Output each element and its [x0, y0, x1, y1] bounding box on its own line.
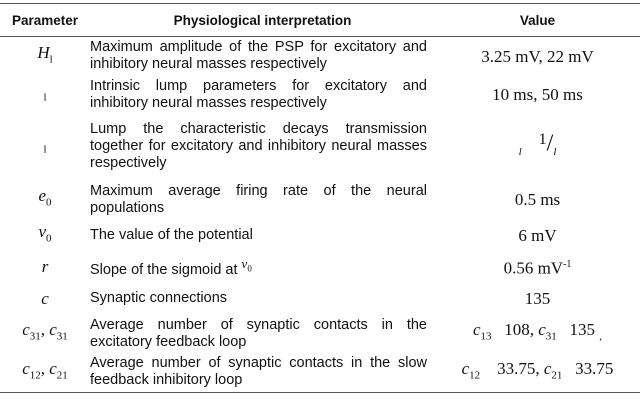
- table-row: [0, 315, 640, 353]
- desc: Average number of synaptic contacts in the slow feedback inhibitory loop: [90, 353, 435, 393]
- v2-sub: 31: [545, 330, 557, 343]
- value: 135: [524, 289, 551, 308]
- v1: c: [472, 320, 481, 340]
- param: [0, 76, 90, 114]
- param-sub: 0: [46, 232, 52, 245]
- param-symbol: e: [38, 186, 47, 206]
- param-symbol: v: [38, 221, 47, 241]
- value-denominator: l: [553, 146, 557, 159]
- desc: Maximum amplitude of the PSP for excitatory and inhibitory neural masses respectively: [90, 39, 427, 73]
- v1-val: 33.75,: [497, 359, 540, 379]
- table-row: [0, 180, 640, 220]
- param: $c_{12}$, $c_{21}$: [0, 353, 90, 393]
- value: 0.5 ms: [514, 190, 561, 209]
- table-row: [0, 251, 640, 283]
- table-row: [0, 114, 640, 180]
- table-row: [0, 37, 640, 76]
- param-b: c: [49, 320, 57, 340]
- value-sup: -1: [563, 259, 572, 271]
- param-b-sub: 21: [56, 369, 68, 382]
- param: [0, 37, 90, 76]
- v2-val: 135: [569, 320, 596, 340]
- param-symbol: H: [37, 43, 50, 63]
- v2-sub: 21: [551, 369, 563, 382]
- param: [0, 180, 90, 220]
- header-row: [0, 4, 640, 37]
- desc: The value of the potential: [90, 226, 253, 243]
- value-symbol: l: [518, 146, 522, 159]
- v2: c: [538, 320, 546, 340]
- value: $c_{13}$ 108, $c_{31}$ 135 $_,$: [472, 320, 603, 343]
- table-row: [0, 283, 640, 315]
- table-row: [0, 76, 640, 114]
- header-parameter: Parameter: [0, 4, 90, 37]
- param-symbol: l: [43, 91, 47, 104]
- desc: Synaptic connections: [90, 290, 228, 306]
- value-text: 0.56 mV: [503, 258, 564, 278]
- param: $c_{31}$, $c_{31}$: [22, 320, 68, 343]
- v1-sub: 12: [469, 369, 481, 382]
- v1: c: [461, 359, 470, 379]
- param-a: c: [22, 359, 30, 379]
- param-a-sub: 12: [29, 369, 41, 382]
- table-row: [0, 353, 640, 393]
- param-symbol: l: [43, 143, 47, 156]
- desc-text: Slope of the sigmoid at: [90, 261, 238, 278]
- v1-val: 108,: [504, 320, 534, 340]
- desc: Maximum average firing rate of the neural populations: [90, 182, 427, 216]
- param-b: c: [49, 359, 57, 379]
- header-value: Value: [435, 4, 640, 37]
- desc: Intrinsic lump parameters for excitatory and inhibitory neural masses respectively: [90, 77, 427, 111]
- desc: Lump the characteristic decays transmission together for excitatory and inhibitory neural masses respectively: [90, 121, 427, 171]
- value: 6 mV: [518, 225, 557, 245]
- value: 10 ms, 50 ms: [492, 85, 583, 104]
- v2-val: 33.75: [575, 359, 614, 379]
- param: c: [41, 289, 49, 308]
- param: r: [41, 257, 49, 276]
- desc: Average number of synaptic contacts in the excitatory feedback loop: [90, 316, 427, 350]
- table-row: [0, 220, 640, 251]
- value-numerator: 1: [538, 131, 547, 149]
- param-b-sub: 31: [56, 330, 68, 343]
- v1-sub: 13: [480, 330, 492, 343]
- param: [0, 114, 90, 180]
- param-a: c: [22, 320, 30, 340]
- param: [0, 220, 90, 251]
- desc: [90, 251, 435, 283]
- desc-var-sub: 0: [247, 263, 252, 274]
- header-interpretation: Physiological interpretation: [90, 4, 435, 37]
- param-sub: 0: [46, 196, 52, 209]
- value: [435, 353, 640, 393]
- parameter-table: [0, 3, 640, 393]
- param-a-sub: 31: [29, 330, 41, 343]
- v2: c: [543, 359, 552, 379]
- value: $_l$ $^1/_l$: [518, 131, 557, 159]
- desc-var: v: [241, 255, 248, 271]
- value: [435, 251, 640, 283]
- value: 3.25 mV, 22 mV: [481, 46, 594, 66]
- param-sub: l: [49, 53, 53, 66]
